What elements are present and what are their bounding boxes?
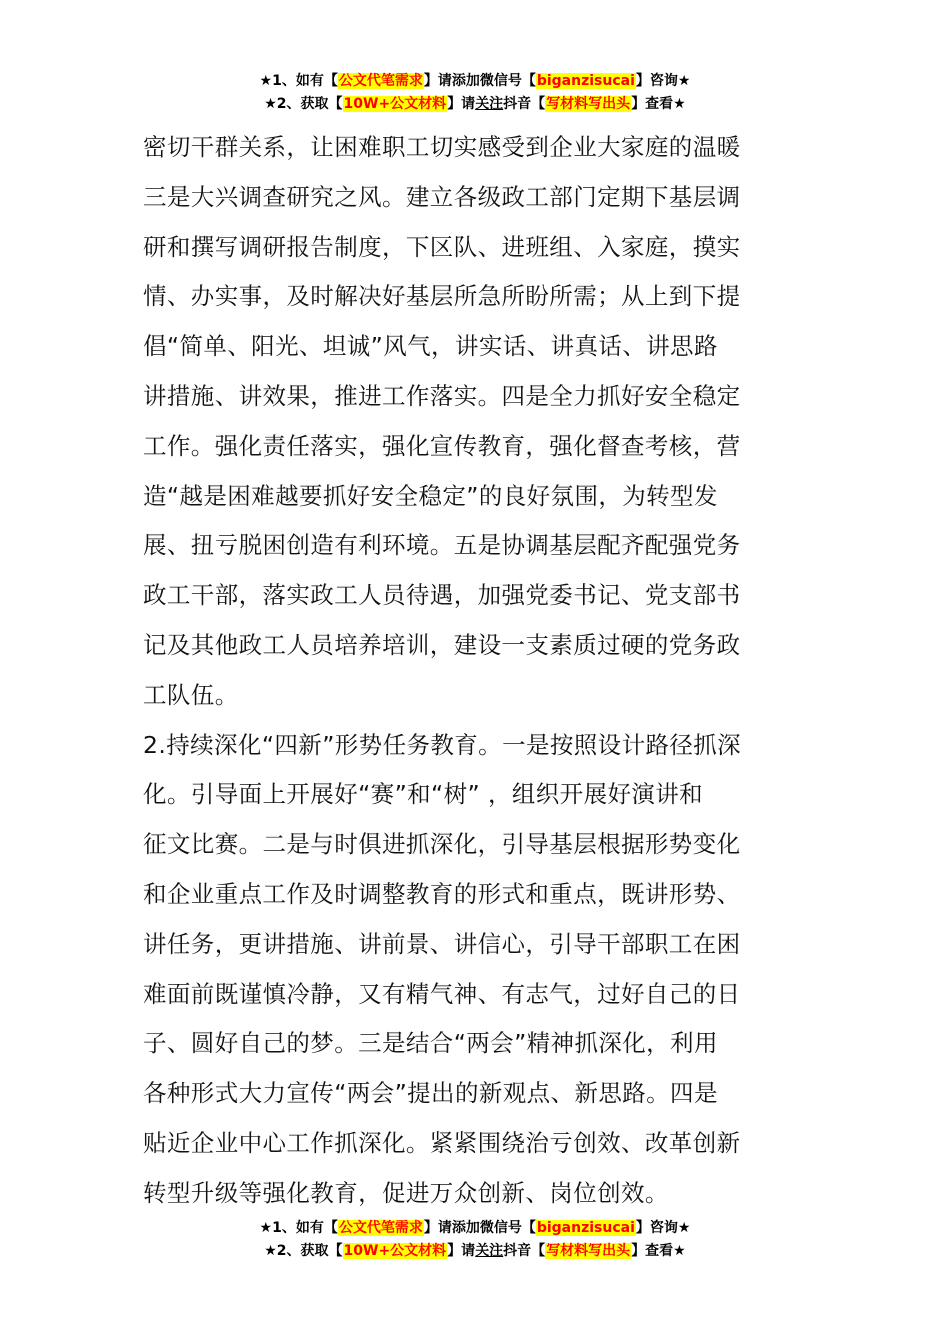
highlight-service: 公文代笔需求	[338, 1220, 423, 1236]
highlight-douyin-account: 写材料写出头	[546, 1243, 631, 1259]
text-line: 和企业重点工作及时调整教育的形式和重点，既讲形势、	[143, 879, 741, 908]
text-line: 政工干部，落实政工人员待遇，加强党委书记、党支部书	[143, 581, 741, 610]
banner-prefix: ★2、获取【	[264, 96, 343, 112]
banner-suffix: 】咨询★	[635, 1220, 691, 1236]
banner-prefix: ★1、如有【	[259, 1220, 338, 1236]
banner-text: 】请	[423, 73, 452, 89]
footer-banner	[0, 1217, 950, 1263]
text-line: 难面前既谨慎冷静，又有精气神、有志气，过好自己的日	[143, 979, 741, 1008]
banner-text: 微信号【	[479, 1220, 536, 1236]
banner-emphasis: 关注	[475, 96, 504, 112]
banner-emphasis: 添加	[451, 1220, 480, 1236]
banner-prefix: ★2、获取【	[264, 1243, 343, 1259]
text-line: 化。引导面上开展好“赛”和“树” ，组织开展好演讲和	[143, 780, 704, 809]
banner-suffix: 】查看★	[631, 1243, 686, 1259]
highlight-douyin-account: 写材料写出头	[546, 96, 631, 112]
text-line: 三是大兴调查研究之风。建立各级政工部门定期下基层调	[143, 182, 741, 211]
banner-suffix: 】查看★	[631, 96, 686, 112]
text-line: 造“越是困难越要抓好安全稳定”的良好氛围，为转型发	[143, 481, 718, 510]
text-line: 讲措施、讲效果，推进工作落实。四是全力抓好安全稳定	[143, 381, 741, 410]
banner-emphasis: 添加	[451, 73, 480, 89]
banner-line-1	[0, 1217, 950, 1240]
banner-text: 抖音【	[503, 1243, 546, 1259]
text-line: 贴近企业中心工作抓深化。紧紧围绕治亏创效、改革创新	[143, 1128, 741, 1157]
banner-text: 】请	[423, 1220, 452, 1236]
banner-text: 微信号【	[479, 73, 536, 89]
banner-text: 】请	[447, 1243, 476, 1259]
text-line: 讲任务，更讲措施、讲前景、讲信心，引导干部职工在困	[143, 929, 741, 958]
text-line: 工队伍。	[143, 680, 239, 709]
banner-line-2	[0, 1240, 950, 1263]
banner-prefix: ★1、如有【	[259, 73, 338, 89]
text-line: 各种形式大力宣传“两会”提出的新观点、新思路。四是	[143, 1079, 718, 1108]
text-line: 转型升级等强化教育，促进万众创新、岗位创效。	[143, 1178, 669, 1207]
header-banner	[0, 70, 950, 116]
text-line: 2.持续深化“四新”形势任务教育。一是按照设计路径抓深	[143, 730, 742, 759]
highlight-materials: 10W+公文材料	[343, 1243, 447, 1259]
text-line: 记及其他政工人员培养培训，建设一支素质过硬的党务政	[143, 630, 741, 659]
banner-line-2	[0, 93, 950, 116]
document-body	[143, 123, 811, 1219]
text-line: 情、办实事，及时解决好基层所急所盼所需；从上到下提	[143, 282, 741, 311]
text-line: 密切干群关系，让困难职工切实感受到企业大家庭的温暖	[143, 133, 741, 161]
banner-text: 抖音【	[503, 96, 546, 112]
banner-line-1	[0, 70, 950, 93]
text-line: 征文比赛。二是与时俱进抓深化，引导基层根据形势变化	[143, 830, 741, 859]
highlight-materials: 10W+公文材料	[343, 96, 447, 112]
text-line: 研和撰写调研报告制度，下区队、进班组、入家庭，摸实	[143, 232, 741, 261]
text-line: 展、扭亏脱困创造有利环境。五是协调基层配齐配强党务	[143, 531, 741, 560]
text-line: 倡“简单、阳光、坦诚”风气，讲实话、讲真话、讲思路	[143, 332, 718, 361]
banner-suffix: 】咨询★	[635, 73, 691, 89]
highlight-service: 公文代笔需求	[338, 73, 423, 89]
highlight-wechat-id: biganzisucai	[536, 73, 635, 89]
banner-emphasis: 关注	[475, 1243, 504, 1259]
text-line: 子、圆好自己的梦。三是结合“两会”精神抓深化，利用	[143, 1029, 718, 1058]
text-line: 工作。强化责任落实，强化宣传教育，强化督查考核，营	[143, 431, 741, 460]
banner-text: 】请	[447, 96, 476, 112]
highlight-wechat-id: biganzisucai	[536, 1220, 635, 1236]
